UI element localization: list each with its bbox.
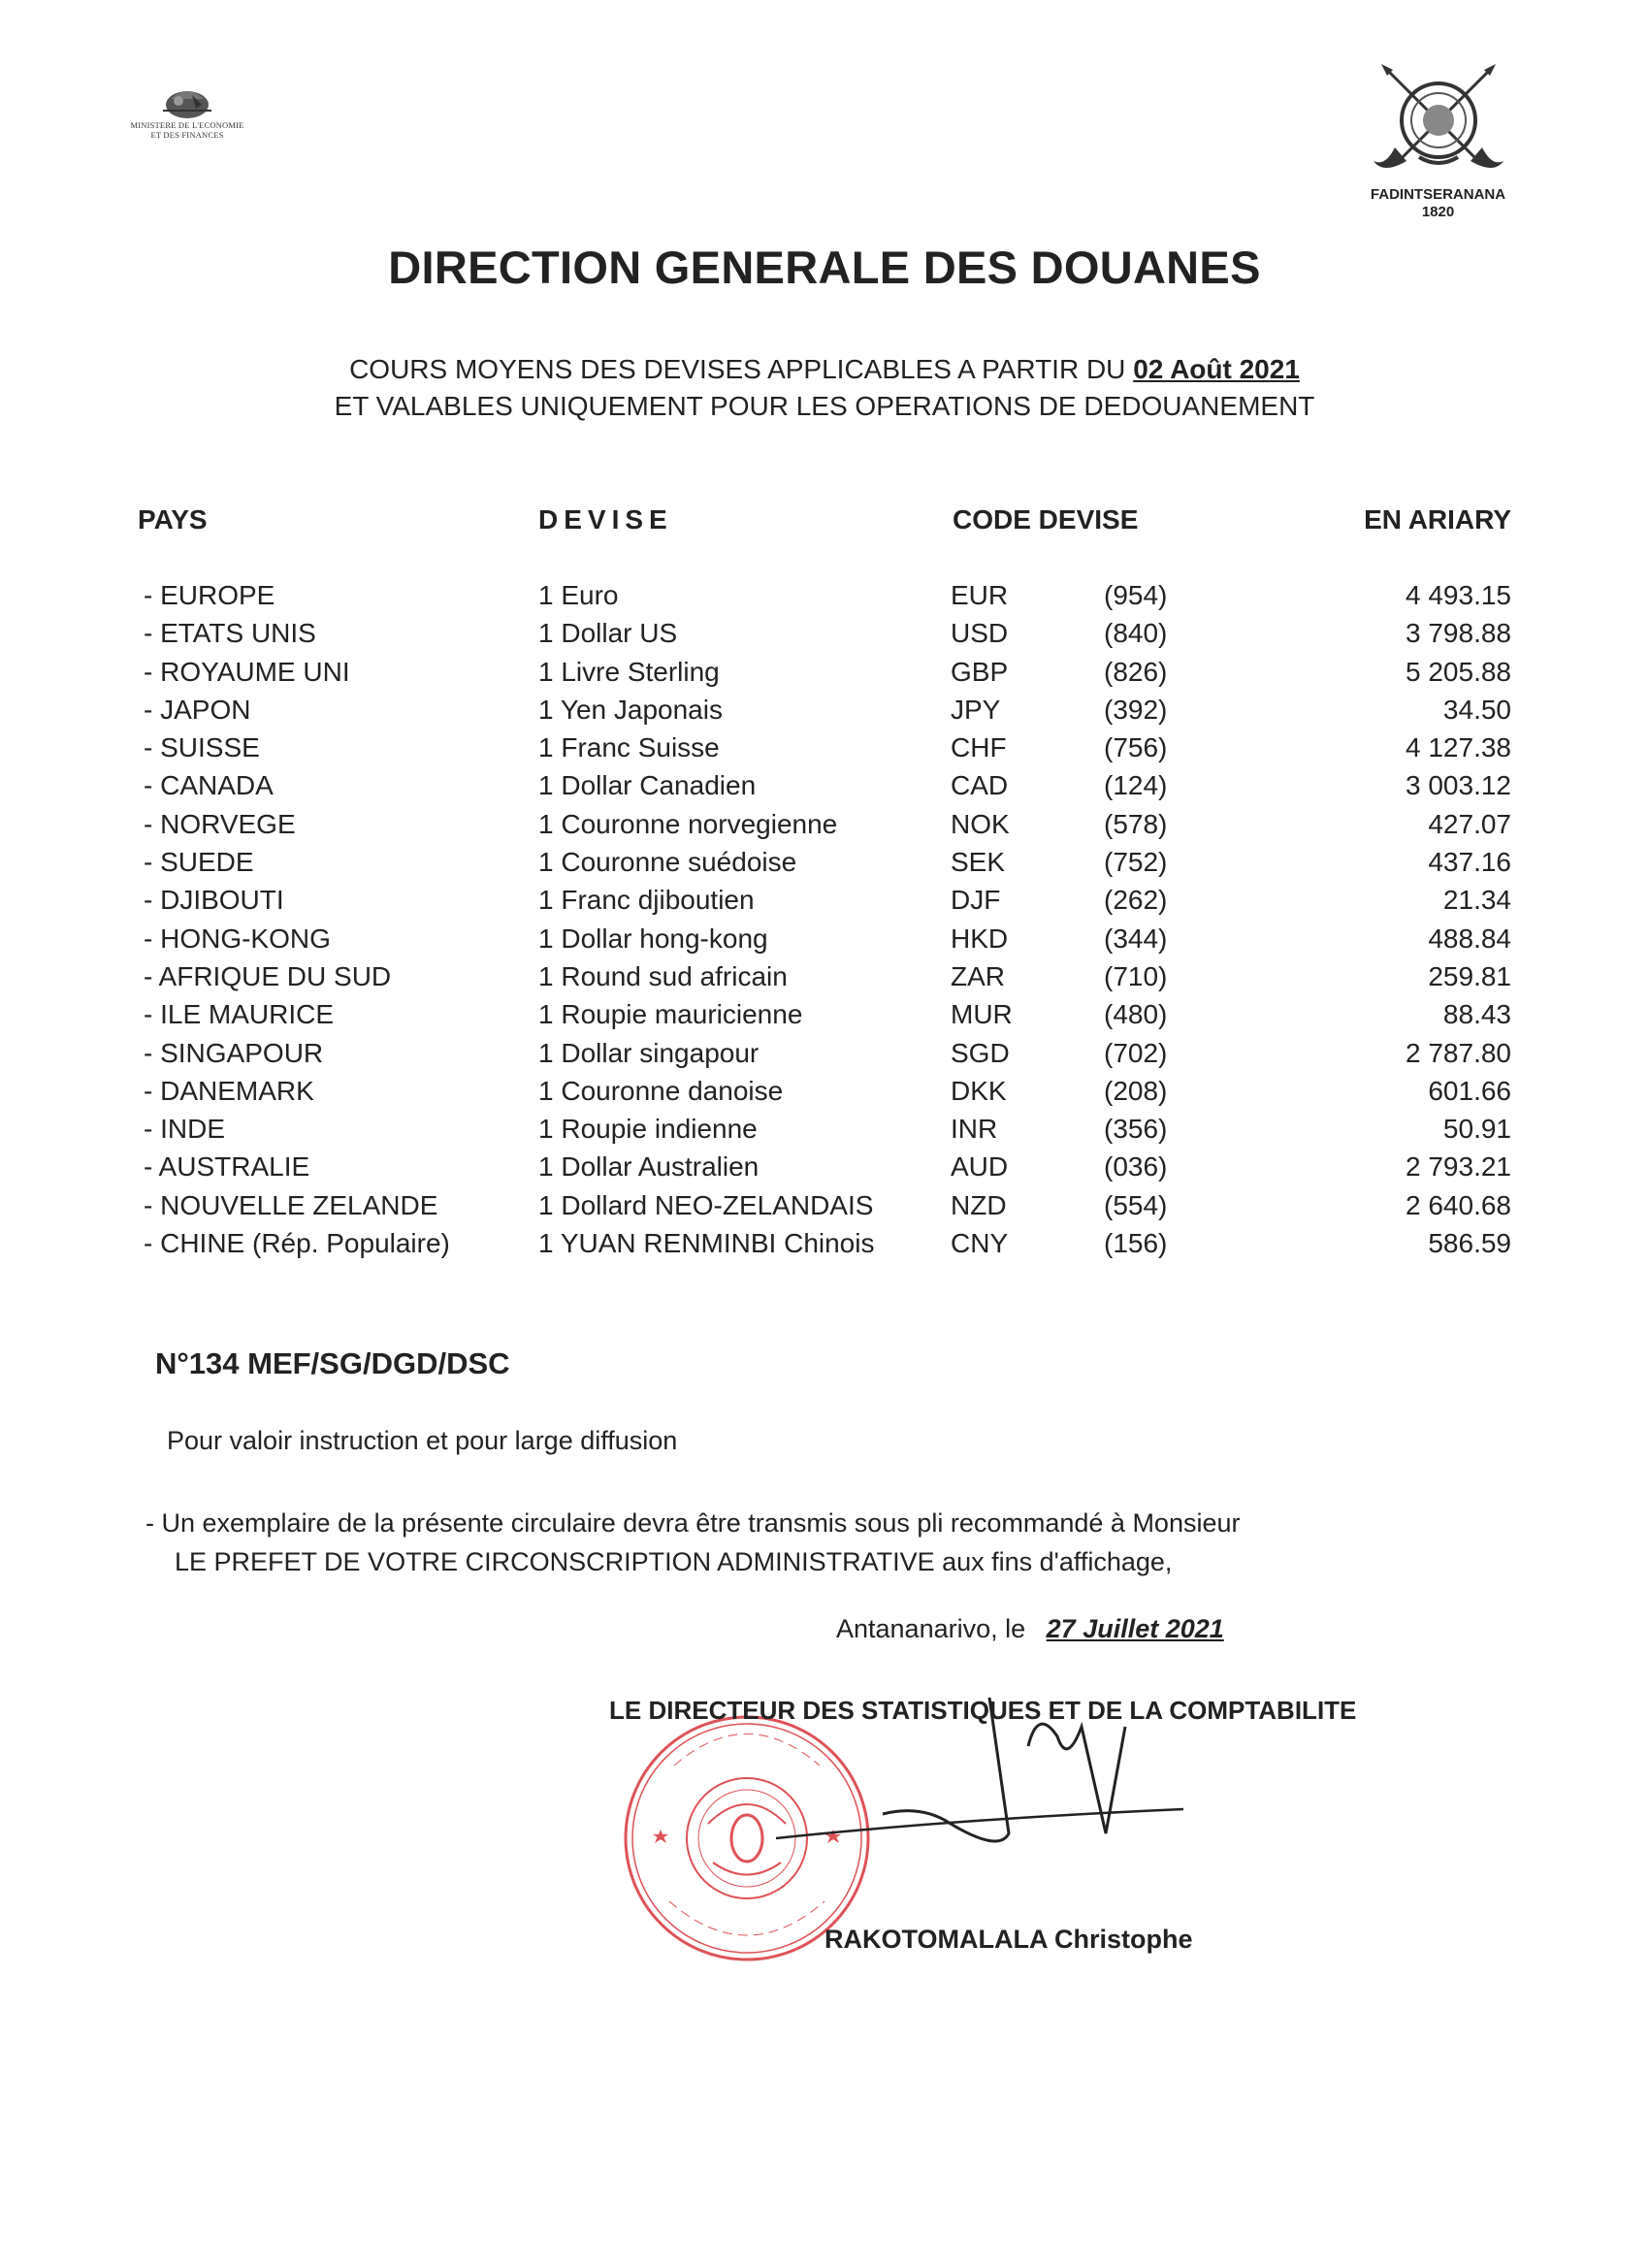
rate-cell: 601.66 — [1428, 1075, 1511, 1106]
rate-cell: 2 793.21 — [1406, 1151, 1511, 1183]
numeric-code-cell: (124) — [1104, 770, 1168, 801]
director-title: LE DIRECTEUR DES STATISTIQUES ET DE LA COMPTABILITE — [609, 1696, 1357, 1725]
country-cell: - SUISSE — [144, 732, 260, 763]
code-cell: INR — [951, 1114, 998, 1145]
numeric-code-cell: (756) — [1104, 732, 1168, 763]
table-row — [0, 770, 1649, 808]
rate-cell: 3 003.12 — [1406, 770, 1511, 801]
code-cell: GBP — [951, 656, 1009, 687]
rate-cell: 437.16 — [1428, 847, 1511, 878]
code-cell: SGD — [951, 1037, 1010, 1068]
rate-cell: 5 205.88 — [1406, 656, 1511, 687]
header-pays: PAYS — [138, 504, 208, 535]
place-and-date — [836, 1614, 1224, 1644]
code-cell: DJF — [951, 885, 1001, 916]
numeric-code-cell: (578) — [1104, 808, 1168, 839]
table-row — [0, 1114, 1649, 1151]
header-en-ariary: EN ARIARY — [1364, 504, 1511, 535]
emblem-motto: FADINTSERANANA — [1370, 186, 1506, 203]
country-cell: - JAPON — [144, 694, 251, 725]
rate-cell: 2 787.80 — [1406, 1037, 1511, 1068]
currency-cell: 1 YUAN RENMINBI Chinois — [538, 1228, 875, 1259]
code-cell: NZD — [951, 1189, 1007, 1220]
table-row — [0, 695, 1649, 732]
currency-cell: 1 Dollar hong-kong — [538, 923, 768, 954]
currency-cell: 1 Euro — [538, 580, 619, 610]
code-cell: ZAR — [951, 960, 1005, 991]
ministry-emblem-icon — [153, 81, 221, 120]
paragraph-line2: LE PREFET DE VOTRE CIRCONSCRIPTION ADMINISTRATIVE aux fins d'affichage, — [175, 1547, 1173, 1576]
currency-cell: 1 Dollar singapour — [538, 1037, 760, 1068]
table-row — [0, 961, 1649, 999]
currency-cell: 1 Roupie indienne — [538, 1114, 758, 1145]
country-cell: - ETATS UNIS — [144, 618, 316, 649]
table-row — [0, 732, 1649, 770]
currency-cell: 1 Couronne danoise — [538, 1075, 784, 1106]
rate-cell: 259.81 — [1428, 960, 1511, 991]
currency-cell: 1 Dollard NEO-ZELANDAIS — [538, 1189, 874, 1220]
numeric-code-cell: (156) — [1104, 1228, 1168, 1259]
numeric-code-cell: (262) — [1104, 885, 1168, 916]
currency-cell: 1 Livre Sterling — [538, 656, 720, 687]
instruction-text: Pour valoir instruction et pour large diffusion — [167, 1426, 678, 1455]
document-title: DIRECTION GENERALE DES DOUANES — [388, 242, 1261, 293]
code-cell: EUR — [951, 580, 1009, 610]
currency-cell: 1 Couronne norvegienne — [538, 808, 838, 839]
numeric-code-cell: (710) — [1104, 960, 1168, 991]
table-row — [0, 999, 1649, 1037]
country-cell: - SINGAPOUR — [144, 1037, 324, 1068]
numeric-code-cell: (840) — [1104, 618, 1168, 649]
subtitle-line2: ET VALABLES UNIQUEMENT POUR LES OPERATIONS DE DEDOUANEMENT — [334, 391, 1315, 421]
emblem-year: 1820 — [1421, 204, 1455, 220]
country-cell: - SUEDE — [144, 847, 254, 878]
country-cell: - NORVEGE — [144, 808, 296, 839]
numeric-code-cell: (752) — [1104, 847, 1168, 878]
currency-cell: 1 Dollar Canadien — [538, 770, 757, 801]
numeric-code-cell: (826) — [1104, 656, 1168, 687]
country-cell: - CHINE (Rép. Populaire) — [144, 1228, 450, 1259]
country-cell: - HONG-KONG — [144, 923, 331, 954]
coat-of-arms — [1358, 60, 1518, 230]
country-cell: - INDE — [144, 1114, 225, 1145]
table-row — [0, 657, 1649, 695]
table-row — [0, 1190, 1649, 1228]
table-row — [0, 1038, 1649, 1076]
code-cell: SEK — [951, 847, 1006, 878]
code-cell: DKK — [951, 1075, 1007, 1106]
rate-cell: 50.91 — [1442, 1114, 1511, 1145]
country-cell: - ILE MAURICE — [144, 999, 335, 1030]
currency-cell: 1 Dollar Australien — [538, 1151, 760, 1183]
rate-cell: 2 640.68 — [1406, 1189, 1511, 1220]
code-cell: CHF — [951, 732, 1007, 763]
currency-cell: 1 Franc djiboutien — [538, 885, 755, 916]
table-row — [0, 885, 1649, 923]
numeric-code-cell: (356) — [1104, 1114, 1168, 1145]
table-row — [0, 618, 1649, 656]
paragraph-line1: - Un exemplaire de la présente circulaire devra être transmis sous pli recommandé à Monsieur — [146, 1508, 1241, 1538]
currency-cell: 1 Couronne suédoise — [538, 847, 797, 878]
country-cell: - NOUVELLE ZELANDE — [144, 1189, 438, 1220]
rate-cell: 488.84 — [1428, 923, 1511, 954]
numeric-code-cell: (392) — [1104, 694, 1168, 725]
code-cell: NOK — [951, 808, 1010, 839]
country-cell: - AUSTRALIE — [144, 1151, 310, 1183]
currency-cell: 1 Dollar US — [538, 618, 678, 649]
country-cell: - CANADA — [144, 770, 274, 801]
place-text: Antananarivo, le — [836, 1614, 1026, 1643]
numeric-code-cell: (036) — [1104, 1151, 1168, 1183]
table-row — [0, 1151, 1649, 1189]
numeric-code-cell: (480) — [1104, 999, 1168, 1030]
ministry-logo — [114, 81, 260, 149]
table-row — [0, 1228, 1649, 1266]
ministry-name-line2: ET DES FINANCES — [150, 130, 224, 140]
table-row — [0, 847, 1649, 885]
rate-cell: 3 798.88 — [1406, 618, 1511, 649]
country-cell: - ROYAUME UNI — [144, 656, 350, 687]
coat-of-arms-icon — [1366, 60, 1511, 186]
rate-cell: 88.43 — [1442, 999, 1511, 1030]
rate-cell: 586.59 — [1428, 1228, 1511, 1259]
table-row — [0, 923, 1649, 961]
code-cell: JPY — [951, 694, 1001, 725]
distribution-paragraph — [146, 1504, 1241, 1581]
numeric-code-cell: (208) — [1104, 1075, 1168, 1106]
rate-cell: 427.07 — [1428, 808, 1511, 839]
currency-cell: 1 Yen Japonais — [538, 694, 723, 725]
header-devise: DEVISE — [538, 504, 673, 535]
signature-date: 27 Juillet 2021 — [1046, 1614, 1224, 1643]
rate-cell: 4 127.38 — [1406, 732, 1511, 763]
code-cell: CNY — [951, 1228, 1009, 1259]
table-row — [0, 580, 1649, 618]
signer-name: RAKOTOMALALA Christophe — [824, 1925, 1193, 1954]
header-code-devise: CODE DEVISE — [953, 504, 1139, 535]
numeric-code-cell: (344) — [1104, 923, 1168, 954]
country-cell: - EUROPE — [144, 580, 275, 610]
circular-reference: N°134 MEF/SG/DGD/DSC — [155, 1346, 510, 1380]
ministry-name-line1: MINISTERE DE L'ECONOMIE — [130, 120, 244, 130]
subtitle-effective-date: 02 Août 2021 — [1133, 354, 1300, 384]
rate-cell: 34.50 — [1442, 694, 1511, 725]
numeric-code-cell: (702) — [1104, 1037, 1168, 1068]
rate-cell: 4 493.15 — [1406, 580, 1511, 610]
code-cell: USD — [951, 618, 1009, 649]
currency-cell: 1 Franc Suisse — [538, 732, 720, 763]
country-cell: - DANEMARK — [144, 1075, 314, 1106]
exchange-rate-table — [0, 580, 1649, 1266]
subtitle-prefix: COURS MOYENS DES DEVISES APPLICABLES A PARTIR DU — [349, 354, 1126, 384]
table-row — [0, 809, 1649, 847]
currency-cell: 1 Round sud africain — [538, 960, 788, 991]
code-cell: AUD — [951, 1151, 1009, 1183]
code-cell: CAD — [951, 770, 1009, 801]
numeric-code-cell: (954) — [1104, 580, 1168, 610]
country-cell: - AFRIQUE DU SUD — [144, 960, 392, 991]
table-row — [0, 1076, 1649, 1114]
code-cell: HKD — [951, 923, 1009, 954]
code-cell: MUR — [951, 999, 1013, 1030]
subtitle-line1 — [0, 351, 1649, 388]
rate-cell: 21.34 — [1442, 885, 1511, 916]
currency-cell: 1 Roupie mauricienne — [538, 999, 803, 1030]
document-subtitle — [0, 351, 1649, 425]
country-cell: - DJIBOUTI — [144, 885, 284, 916]
numeric-code-cell: (554) — [1104, 1189, 1168, 1220]
